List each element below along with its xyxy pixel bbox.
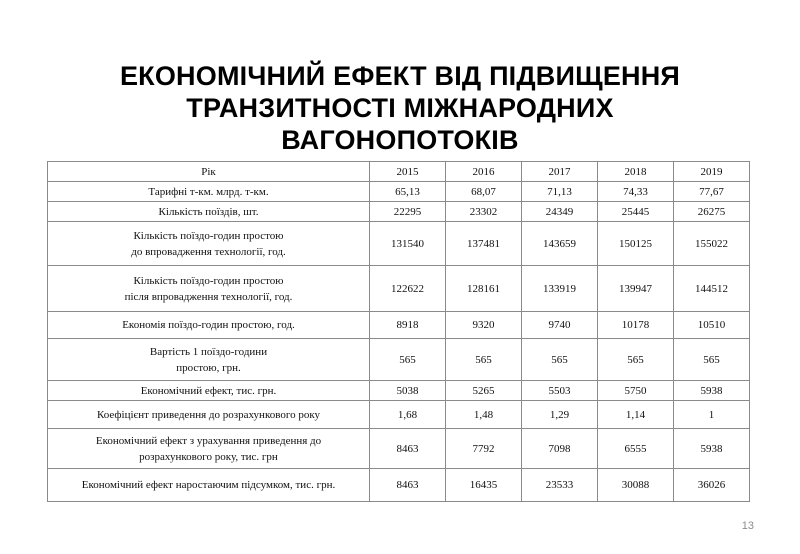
table-cell: 16435	[446, 469, 522, 502]
table-cell: 36026	[674, 469, 750, 502]
table-row	[48, 266, 750, 312]
row-label: Кількість поїздо-годин простою до впровадження технології, год.	[48, 222, 370, 266]
table-cell: 8463	[370, 469, 446, 502]
table-cell: 26275	[674, 202, 750, 222]
table-row	[48, 202, 750, 222]
row-label: Кількість поїздів, шт.	[48, 202, 370, 222]
table-cell: 65,13	[370, 182, 446, 202]
table-row	[48, 182, 750, 202]
table-row	[48, 222, 750, 266]
table-cell: 23302	[446, 202, 522, 222]
table-cell: 5938	[674, 429, 750, 469]
table-cell: 150125	[598, 222, 674, 266]
table-cell: 1,14	[598, 401, 674, 429]
table-cell: 137481	[446, 222, 522, 266]
row-label: Економія поїздо-годин простою, год.	[48, 312, 370, 339]
table-cell: 77,67	[674, 182, 750, 202]
header-cell: 2018	[598, 162, 674, 182]
table-cell: 565	[370, 339, 446, 381]
header-cell: 2016	[446, 162, 522, 182]
row-label: Коефіцієнт приведення до розрахункового року	[48, 401, 370, 429]
table-cell: 7098	[522, 429, 598, 469]
table-cell: 1,29	[522, 401, 598, 429]
header-cell: 2017	[522, 162, 598, 182]
table-cell: 25445	[598, 202, 674, 222]
table-cell: 565	[598, 339, 674, 381]
table-row	[48, 339, 750, 381]
row-label: Вартість 1 поїздо-години простою, грн.	[48, 339, 370, 381]
table-cell: 9320	[446, 312, 522, 339]
table-cell: 565	[522, 339, 598, 381]
table-cell: 24349	[522, 202, 598, 222]
header-cell: Рік	[48, 162, 370, 182]
table-cell: 122622	[370, 266, 446, 312]
table-cell: 5265	[446, 381, 522, 401]
table-cell: 139947	[598, 266, 674, 312]
header-cell: 2015	[370, 162, 446, 182]
table-cell: 5938	[674, 381, 750, 401]
table-cell: 71,13	[522, 182, 598, 202]
table-cell: 128161	[446, 266, 522, 312]
table-row	[48, 381, 750, 401]
table-cell: 8463	[370, 429, 446, 469]
table-row	[48, 469, 750, 502]
table-row	[48, 401, 750, 429]
row-label: Економічний ефект з урахування приведення до розрахункового року, тис. грн	[48, 429, 370, 469]
slide-title-line-2: ТРАНЗИТНОСТІ МІЖНАРОДНИХ	[186, 93, 614, 123]
table-cell: 22295	[370, 202, 446, 222]
table-cell: 144512	[674, 266, 750, 312]
table-cell: 5503	[522, 381, 598, 401]
table-header-row	[48, 162, 750, 182]
slide-title-line-1: ЕКОНОМІЧНИЙ ЕФЕКТ ВІД ПІДВИЩЕННЯ	[119, 61, 681, 91]
table-cell: 6555	[598, 429, 674, 469]
table-cell: 68,07	[446, 182, 522, 202]
slide-title	[0, 60, 800, 156]
header-cell: 2019	[674, 162, 750, 182]
table-cell: 74,33	[598, 182, 674, 202]
row-label: Тарифні т-км. млрд. т-км.	[48, 182, 370, 202]
table-cell: 7792	[446, 429, 522, 469]
table-cell: 5038	[370, 381, 446, 401]
table-row	[48, 429, 750, 469]
table-cell: 10178	[598, 312, 674, 339]
table-cell: 1,68	[370, 401, 446, 429]
row-label: Економічний ефект наростаючим підсумком, тис. грн.	[48, 469, 370, 502]
table-cell: 143659	[522, 222, 598, 266]
table-cell: 5750	[598, 381, 674, 401]
table-cell: 1	[674, 401, 750, 429]
row-label: Економічний ефект, тис. грн.	[48, 381, 370, 401]
economic-effect-table	[47, 161, 750, 502]
table-cell: 565	[446, 339, 522, 381]
slide-title-line-3: ВАГОНОПОТОКІВ	[281, 125, 519, 155]
page-number: 13	[741, 520, 754, 532]
table-cell: 30088	[598, 469, 674, 502]
row-label: Кількість поїздо-годин простою після впровадження технології, год.	[48, 266, 370, 312]
table-cell: 10510	[674, 312, 750, 339]
table-cell: 155022	[674, 222, 750, 266]
table-cell: 1,48	[446, 401, 522, 429]
table-cell: 131540	[370, 222, 446, 266]
table-cell: 565	[674, 339, 750, 381]
table-row	[48, 312, 750, 339]
table-cell: 133919	[522, 266, 598, 312]
table-cell: 8918	[370, 312, 446, 339]
table-cell: 23533	[522, 469, 598, 502]
table-cell: 9740	[522, 312, 598, 339]
